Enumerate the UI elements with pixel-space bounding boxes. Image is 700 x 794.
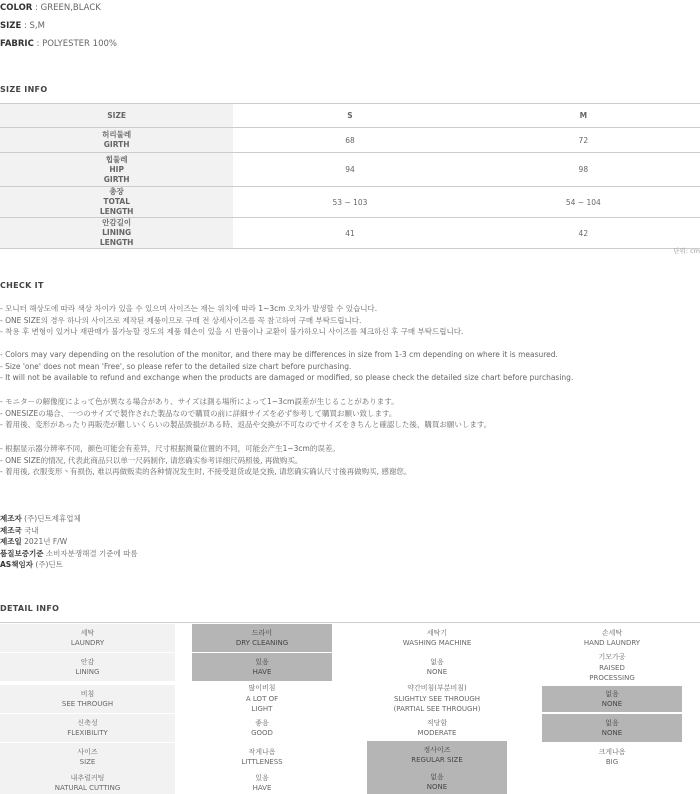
detail-text: DRY CLEANING [235, 639, 289, 647]
detail-text: SEE THROUGH [61, 700, 114, 708]
size-header-label: SIZE [0, 104, 233, 128]
maker-line [0, 536, 138, 548]
row-label [0, 218, 233, 249]
maker-line [0, 513, 138, 525]
maker-key: 제조자 [0, 514, 22, 523]
detail-text: NATURAL CUTTING [54, 784, 121, 792]
detail-text: 있음 [255, 773, 269, 782]
detail-text: SIZE [79, 758, 96, 766]
detail-text: HAND LAUNDRY [583, 639, 641, 647]
cell-m: 72 [467, 128, 700, 153]
spec-fabric [0, 39, 117, 49]
detail-text: SLIGHTLY SEE THROUGH [393, 694, 481, 703]
maker-key: AS책임자 [0, 560, 33, 570]
row-label-ko: 안감길이 [102, 218, 132, 227]
detail-label-size [0, 743, 175, 771]
size-info-title: SIZE INFO [0, 85, 48, 94]
size-header-s: S [233, 104, 466, 128]
detail-text: NONE [426, 783, 448, 791]
note-line: - ONESIZEの場合、一つのサイズで製作された製品なので購買の前に詳細サイズを必ず参考して購買お願い致します。 [0, 408, 397, 418]
row-label [0, 128, 233, 153]
detail-text: 정사이즈 [423, 745, 451, 754]
detail-option-none [542, 686, 682, 712]
table-row [0, 218, 700, 249]
note-line: - Colors may vary depending on the resolution of the monitor, and there may be differences in size from 1-3 cm depending on where it is measured. [0, 350, 558, 359]
maker-key: 제조일 [0, 537, 22, 547]
detail-text: HAVE [252, 668, 272, 676]
detail-text: 적당함 [426, 718, 448, 727]
detail-label-see-through [0, 685, 175, 713]
notes-chinese [0, 443, 411, 478]
row-label-en: LENGTH [99, 238, 134, 247]
notes-korean [0, 303, 463, 338]
detail-text: MODERATE [417, 729, 457, 737]
detail-text: 없음 [430, 657, 444, 666]
spec-value: : POLYESTER 100% [33, 39, 117, 49]
note-line: - 착용 후 변형이 있거나 재판매가 불가능할 정도의 제품 훼손이 있을 시 반품이나 교환이 불가하오니 사이즈를 체크하신 후 구매 부탁드립니다. [0, 327, 464, 337]
detail-text: NONE [426, 668, 448, 676]
spec-size [0, 21, 45, 31]
detail-text: HAVE [252, 784, 272, 792]
detail-option-dry-cleaning [192, 624, 332, 652]
detail-grid [0, 622, 700, 794]
table-row [0, 128, 700, 153]
detail-option-moderate [367, 714, 507, 742]
spec-color [0, 3, 101, 13]
detail-option-none [367, 769, 507, 794]
detail-text: 세탁기 [426, 628, 448, 637]
detail-text: PROCESSING [589, 674, 635, 683]
maker-line [0, 559, 138, 571]
detail-text: 없음 [605, 689, 619, 698]
cell-m: 54 ~ 104 [467, 187, 700, 218]
cell-s: 53 ~ 103 [233, 187, 466, 218]
row-label-en: GIRTH [103, 140, 130, 149]
detail-option-regular-size [367, 741, 507, 769]
detail-option-none [542, 714, 682, 742]
detail-text: A LOT OF [245, 694, 279, 703]
detail-text: WASHING MACHINE [402, 639, 472, 647]
detail-text: 있음 [255, 657, 269, 666]
check-it-title: CHECK IT [0, 281, 44, 290]
maker-value: (주)딘트제휴업체 [21, 514, 81, 523]
notes-english [0, 349, 573, 384]
detail-label-laundry [0, 624, 175, 652]
table-row [0, 153, 700, 187]
detail-text: NONE [601, 700, 623, 708]
notes-japanese [0, 396, 491, 431]
detail-option-big [542, 743, 682, 771]
detail-text: BIG [605, 758, 619, 766]
detail-option-good [192, 714, 332, 742]
detail-text: 많이비침 [248, 684, 276, 693]
row-label [0, 153, 233, 187]
row-label-ko: 허리둘레 [102, 130, 132, 139]
spec-value: : S,M [21, 21, 45, 31]
detail-text: 없음 [605, 718, 619, 727]
note-line: - ONE SIZE의 경우 하나의 사이즈로 제작된 제품이므로 구매 전 상세사이즈를 꼭 참고하여 구매 부탁드립니다. [0, 315, 362, 325]
detail-option-a-lot-of-light [192, 682, 332, 716]
row-label-en: HIP [109, 164, 124, 174]
detail-text: 사이즈 [77, 747, 98, 756]
maker-value: 2021년 F/W [21, 537, 68, 547]
cell-s: 94 [233, 153, 466, 187]
detail-text: 안감 [80, 657, 95, 666]
maker-value: 소비자분쟁해결 기준에 따름 [43, 548, 138, 558]
row-label-en: TOTAL [103, 197, 130, 206]
detail-text: 좋음 [255, 718, 269, 727]
detail-text: 세탁 [80, 628, 95, 637]
detail-text: LIGHT [251, 705, 273, 714]
detail-text: 손세탁 [601, 628, 623, 637]
row-label-ko: 총장 [109, 187, 124, 196]
spec-key: COLOR [0, 3, 33, 13]
detail-text: (PARTIAL SEE THROUGH) [393, 705, 481, 714]
note-line: - モニターの解像度によって色が異なる場合があり、サイズは測る場所によって1~3cm誤差が生じることがあります。 [0, 397, 399, 406]
detail-text: GOOD [251, 729, 273, 737]
detail-text: 내추럴커팅 [70, 773, 105, 782]
detail-text: LINING [75, 668, 100, 676]
maker-value: (주)딘트 [32, 560, 63, 570]
detail-text: FLEXIBILITY [67, 729, 108, 737]
detail-option-none [367, 653, 507, 681]
size-table [0, 103, 700, 249]
maker-info [0, 513, 138, 571]
row-label-ko: 힙둘레 [105, 154, 128, 164]
detail-text: 신축성 [77, 718, 98, 727]
maker-line [0, 548, 138, 560]
maker-key: 품질보증기준 [0, 548, 44, 558]
detail-text: RAISED [599, 663, 625, 672]
cell-s: 68 [233, 128, 466, 153]
maker-key: 제조국 [0, 525, 22, 535]
detail-text: 기모가공 [598, 653, 626, 662]
detail-text: 작게나옴 [248, 747, 276, 756]
detail-text: 크게나옴 [598, 747, 626, 756]
detail-info-title: DETAIL INFO [0, 604, 60, 613]
note-line: - 根据显示器分辨率不同，颜色可能会有差异，尺寸根据测量位置的不同，可能会产生1~3cm的误差。 [0, 444, 340, 453]
maker-value: 국내 [21, 525, 39, 535]
size-table-header [0, 104, 700, 128]
note-line: - 着用後, 衣服变形丶有损伤, 难以再做贩卖的各种情况发生时, 不接受退货或是交换, 请您确实确认尺寸後再做购买, 感谢您。 [0, 467, 412, 477]
maker-line [0, 525, 138, 537]
note-line: - 모니터 해상도에 따라 색상 차이가 있을 수 있으며 사이즈는 재는 위치에 따라 1~3cm 오차가 발생할 수 있습니다. [0, 304, 378, 313]
detail-text: 드라이 [251, 628, 273, 637]
row-label-en: LINING [102, 228, 132, 237]
row-label-en: GIRTH [103, 174, 130, 184]
detail-option-hand-laundry [542, 624, 682, 652]
size-header-m: M [467, 104, 700, 128]
cell-m: 98 [467, 153, 700, 187]
detail-text: 비침 [80, 689, 95, 698]
detail-label-lining [0, 653, 175, 681]
detail-option-have [192, 771, 332, 794]
detail-text: 약간비침(부분비침) [407, 684, 467, 693]
cell-m: 42 [467, 218, 700, 249]
detail-option-slightly-see-through [367, 682, 507, 716]
row-label-en: LENGTH [99, 207, 134, 216]
detail-option-washing-machine [367, 624, 507, 652]
spec-key: SIZE [0, 21, 22, 31]
detail-option-raised-processing [542, 651, 682, 685]
detail-option-have [192, 653, 332, 681]
detail-text: NONE [601, 729, 623, 737]
spec-value: : GREEN,BLACK [32, 3, 101, 13]
detail-option-littleness [192, 743, 332, 771]
detail-text: 없음 [430, 772, 444, 781]
table-row [0, 187, 700, 218]
note-line: - Size 'one' does not mean 'Free', so please refer to the detailed size chart before purchasing. [0, 361, 352, 371]
note-line: - ONE SIZE的情况, 代表此商品只以单一尺码制作, 请您确实参考详细尺码照後, 再做购买。 [0, 455, 303, 465]
detail-text: LITTLENESS [241, 758, 283, 766]
detail-label-flexibility [0, 714, 175, 742]
row-label [0, 187, 233, 218]
unit-label: 단위: cm [673, 247, 700, 255]
detail-text: LAUNDRY [70, 639, 105, 647]
note-line: - 着用後、変形があったり再販売が難しいくらいの製品毀損がある時、返品や交換が不可なのでサイズをきちんと確認した後、購買お願いします。 [0, 420, 492, 430]
note-line: - It will not be available to refund and exchange when the products are damaged or modified, so please check the detailed size chart before purchasing. [0, 373, 574, 383]
spec-key: FABRIC [0, 39, 34, 49]
cell-s: 41 [233, 218, 466, 249]
detail-text: REGULAR SIZE [411, 756, 463, 764]
detail-label-natural-cutting [0, 771, 175, 794]
